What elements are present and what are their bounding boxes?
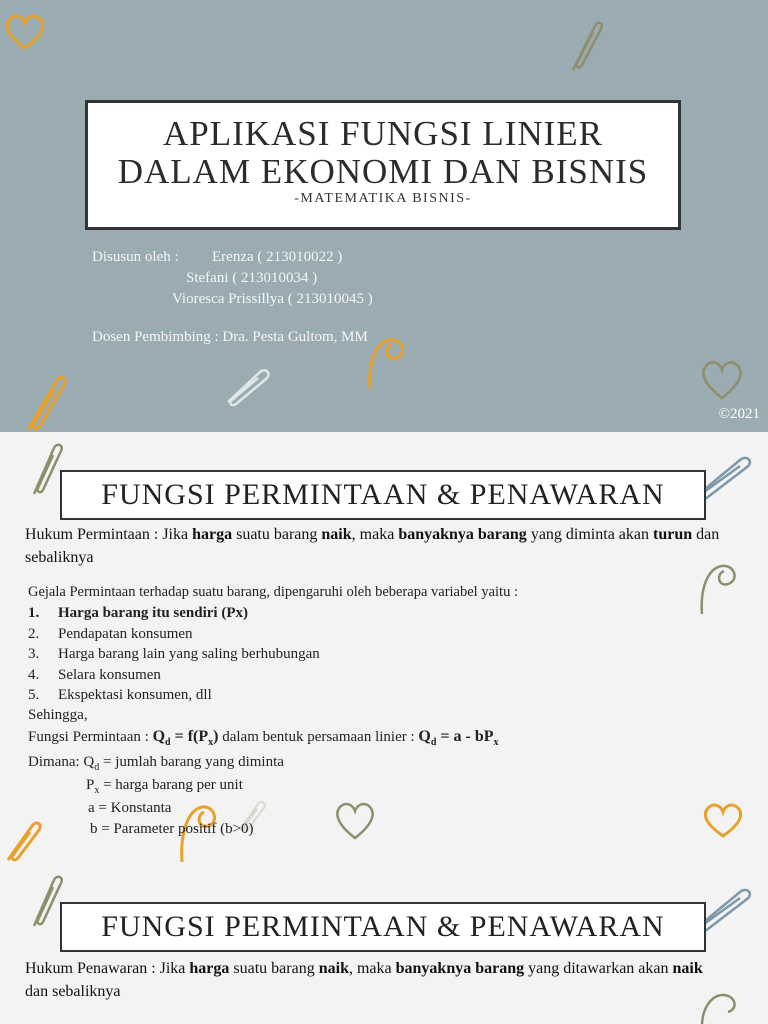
title-line-2: DALAM EKONOMI DAN BISNIS [117,152,649,191]
subtitle: -MATEMATIKA BISNIS- [294,191,472,206]
paperclip-icon [224,366,272,408]
therefore-text: Sehingga, [28,707,88,723]
section-heading: FUNGSI PERMINTAAN & PENAWARAN [60,902,706,952]
author-3: Vioresca Prissillya ( 213010045 ) [172,291,373,307]
title-box [85,100,681,230]
list-item: 1. Harga barang itu sendiri (Px) [28,605,248,621]
heart-icon [698,356,746,402]
demand-law: Hukum Permintaan : Jika harga suatu barang naik, maka banyaknya barang yang diminta akan turun dan sebaliknya [25,526,720,566]
supply-slide [0,864,768,1024]
demand-function: Fungsi Permintaan : $Q_d = f(P_x)$ dalam bentuk persamaan linier : $Q_d = a - bP_x$ [28,728,499,749]
variables-intro: Gejala Permintaan terhadap suatu barang, dipengaruhi oleh beberapa variabel yaitu : [28,584,518,600]
list-item: 4. Selara konsumen [28,666,161,683]
list-item: 2. Pendapatan konsumen [28,625,193,642]
lecturer-line: Dosen Pembimbing : Dra. Pesta Gultom, MM [92,329,368,345]
paperclip-icon [2,818,46,864]
author-1: Erenza ( 213010022 ) [212,249,343,265]
title-slide [0,0,768,432]
definition-b: b = Parameter positif (b>0) [90,821,254,837]
list-item: 5. Ekspektasi konsumen, dll [28,687,212,703]
paperclip-icon [565,18,605,74]
title-line-1: APLIKASI FUNGSI LINIER [162,114,604,153]
heart-icon [332,798,378,842]
heart-icon [700,800,746,840]
composed-by-label: Disusun oleh : [92,249,179,265]
variables-list [28,603,320,706]
list-item: 3. Harga barang lain yang saling berhubungan [28,646,320,662]
demand-slide [0,432,768,864]
heart-icon [2,10,48,52]
copyright: ©2021 [718,406,760,422]
supply-law: Hukum Penawaran : Jika harga suatu barang naik, maka banyaknya barang yang ditawarkan akan naik dan sebaliknya [25,960,703,1000]
section-heading: FUNGSI PERMINTAAN & PENAWARAN [60,470,706,520]
paperclip-icon [20,372,70,432]
definition-a: a = Konstanta [88,800,172,816]
definition-px: $P_x$ = harga barang per unit [86,777,243,796]
definition-qd: Dimana: $Q_d$ = jumlah barang yang diminta [28,754,284,773]
curl-icon [360,330,416,392]
author-2: Stefani ( 213010034 ) [186,270,318,286]
